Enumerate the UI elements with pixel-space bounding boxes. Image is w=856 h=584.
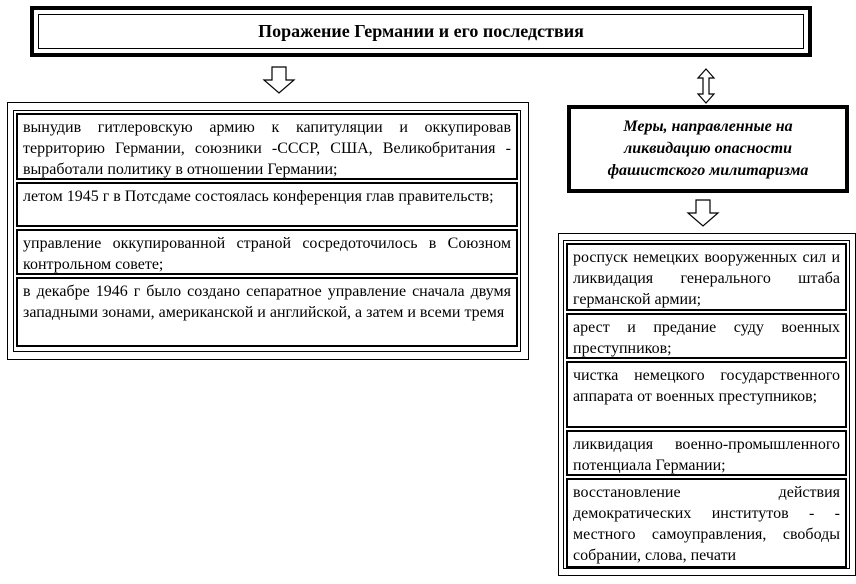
measure-item-1: роспуск немецких вооруженных сил и ликвидация генерального штаба германской армии;	[566, 243, 847, 311]
down-arrow-icon	[262, 66, 296, 94]
measures-panel	[558, 233, 856, 576]
measure-item-5: восстановление действия демократических институтов - - местного самоуправления, свободы собрании, слова, печати	[566, 478, 847, 568]
double-arrow-icon	[696, 68, 716, 104]
diagram-title-box	[30, 6, 812, 57]
consequences-panel	[7, 102, 529, 360]
measure-item-2: арест и предание суду военных преступников;	[566, 313, 847, 359]
consequence-item-3: управление оккупированной страной сосредоточилось в Союзном контрольном совете;	[16, 229, 518, 275]
consequence-item-4: в декабре 1946 г было создано сепаратное управление сначала двумя западными зонами, американской и английской, а затем и всеми тремя	[16, 277, 518, 347]
measure-item-4: ликвидация военно-промышленного потенциала Германии;	[566, 430, 847, 476]
measures-title: Меры, направленные на ликвидацию опасности фашистского милитаризма	[607, 118, 809, 179]
diagram-title: Поражение Германии и его последствия	[38, 14, 804, 49]
measure-item-3: чистка немецкого государственного аппарата от военных преступников;	[566, 361, 847, 428]
consequences-list	[13, 110, 521, 352]
consequence-item-1: вынудив гитлеровскую армию к капитуляции и оккупировав территорию Германии, союзники -СССР, США, Великобритания - выработали политику в отношении Германии;	[16, 113, 518, 180]
consequence-item-2: летом 1945 г в Потсдаме состоялась конференция глав правительств;	[16, 182, 518, 227]
down-arrow-icon	[686, 199, 720, 227]
measures-list	[563, 240, 850, 569]
measures-title-box	[567, 105, 849, 193]
